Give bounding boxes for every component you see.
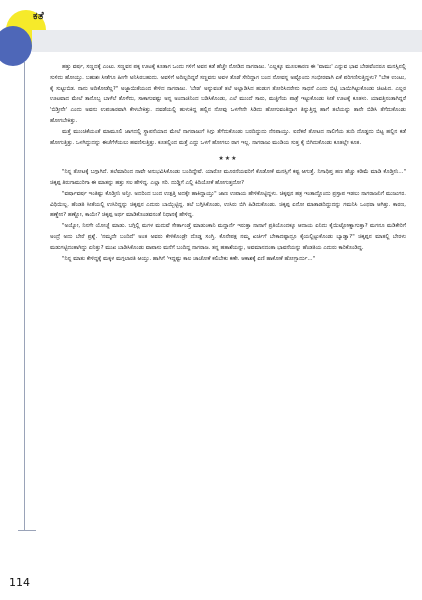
- page-number: 114: [9, 576, 30, 589]
- decorative-blue-circle: [0, 26, 32, 66]
- paragraph: "ಅಯ್ಯೋ, ನಿನಗೇ ಯೋಚ್ನೆ ಮಾಡು. ಬಗ್ಗಿಲ್ಲಿ ಮಗಳ ಮದುವೆ ಸೇರ್ತಾಂಡ್ತೆ ಮಾಡುಂಕಾನಿ ಮದ್ದಾರ್ನೆ ಇರುತ್ತಾ ನಾನಾಗೆ ಪ್ರತಿಯೊಂದಕ್ಕೂ ಆದಾಯ ಏನಿದು ಕೈಯಿಟ್ಟೋಣ್ಣಾಗುತ್ತಾ? ಮಗನೂ ಮಡಿಕೇರಿಗೆ ಅಂದ್ರೆ ಅದು ಬೇರೆ ಪ್ರಶ್ನೆ. 'ನಮ್ಮದೇ ಬಂದಿದೆ' ಅಂತ ಅವರು ಕೇಳಿಕೊಂಡ್ರೇ ದೊಡ್ಡ ಸಂಗ್ತಿ. ಕೊನೇಪಕ್ಷ ನಮ್ಮ ಖರ್ಚಿಗೆ ಬೇಕಾದಷ್ಟಾದ್ರೂ ಕೈಯಲ್ಲಿಟ್ಟುಕೊಂಡು ಬ್ಯಾಡ್ವಾ?" ಚಿಕ್ಕಪ್ಪನ ಮಾತಲ್ಲಿ ಬೇರಳು ಮಡುಗಟ್ಟಿದಂತಾಗಿದ್ದು ಏನಿತ್ತು? ಮುಖ ಬಾಡಿಸಿಕೊಂಡು ವಾಪಾಸು ಮನೆಗೆ ಬಂದಿದ್ದ ನಾಗರಾಜ. ತನ್ನ ಹತಾಶೆಯನ್ನು, ಅವಮಾನದಂತಾ ಭಾವನೆಯನ್ನು ಹೆಂಡತಿಯ ಎದುರು ಕಾರಿಕೊಂಡಿದ್ದ.: [50, 223, 406, 251]
- paragraph: ಮತ್ತೆ ಮುಂಚಿಕೆಯಂತೆ ಮಾಮೂಲಿ ಜಾಗದಲ್ಲಿ ಸ್ಥಾಪನೆಯಾದ ಮೇಲೆ ನಾಗರಾಜುಗೆ ಸಿಗ್ಗು ತೆಗೆದುಕೊಂಡು ಬರದಿದ್ದುದು ನೆನಪಾಯ್ತು. ಐದೆಕರೆ ತೋಟದ ನಾಲಿಗೆಯ ತುದಿ ದೊಡ್ಡದು ಬಿಟ್ಟ ಹಲ್ಲಿನ ಕಡೆ ಹೋಗುತ್ತಿತ್ತು. ಒಳಗಿದ್ದುದನ್ನು ಈಚೆಗೆಳೆಯಲು ಹವಣಿಸುತ್ತಿತ್ತು. ಕೂತಲ್ಲಿಂದ ಮತ್ತೆ ಎದ್ದು ಒಳಗೆ ಹೋಗಲು ರಾಗ ಇಲ್ಲ. ನಾಗರಾಜು ಮಂಡಿಯ ಸುತ್ತ ಕೈ ಬಿಗಿದುಕೊಂಡು ಕೂತಲ್ಲೇ ಕೂತ.: [50, 128, 406, 146]
- margin-rule-foot: [18, 530, 36, 531]
- section-title: ಕತೆ: [33, 11, 45, 22]
- paragraph: "ನಿನ್ನ ಮಾತು ಕೇಳಿದ್ದಕ್ಕೆ ಮಕ್ಕಳ ಮಗ್ಗಲಾರತಿ ಆಯ್ತು. ಹಾಗಿಗೆ 'ಇದ್ದಷ್ಟು ಕಾಲ ಚಾಚೋಕೆ ಕಲಿಬೇಕು ಕಣೇ. ಆಕಾಶಕ್ಕೆ ಏಣಿ ಹಾಕೋಕೆ ಹೋಗ್ಬಾರ್ದು...": [62, 255, 316, 262]
- header-band: [32, 30, 422, 52]
- paragraph: "ನಿನ್ನ ತೋಟಕ್ಕೆ ಬಗ್ಗಾಗಿದೆ. ತಲೆಮಾರಿಂದ ನಾವೇ ಅನುಭವಿಸಿಕೊಂಡು ಬಂದಿದ್ದೇವೆ. ಯಾರೋ ಮೂರನೆಯವರಿಗೆ ಕೊಡೋಕೆ ಮನಸ್ಸಿಗೆ ಕಷ್ಟ ಆಗುತ್ತೆ. ನಿಗಾಧಿಪ್ತ ಹಣ ಹೆಚ್ಚು ಕಡಿಮೆ ಮಾಡಿ ಕೊಡ್ತೀನಿ..." ಚಿಕ್ಕಪ್ಪ ತಿರುಗಾಮುರಿಗಾ ಈ ಮಾತನ್ನು ಹತ್ತು ಸಲ ಹೇಳಿದ್ದ. ಎಲ್ಲಾ ಸರಿ. ದುಡ್ಡಿಗೆ ಎಲ್ಲಿ ಕಿದಿಯೋಕೆ ಹೋಗುತ್ತದೋ?: [50, 169, 406, 186]
- paragraph: ಹತ್ತು ವರ್ಷ, ಸಣ್ಣದಕ್ಕೆ ಎಂಟು. ಸಣ್ಣವನ ಪಕ್ಕ ಊಟಕ್ಕೆ ಕೂತಾಗ ಒಂದು ಗಳಿಗೆ ಅವನ ಕಡೆ ಹೆಚ್ಚೇ ನೋಡಿದ ನಾಗರಾಜು. 'ಎಲ್ಲಕ್ಕೂ ಮೂಲಕಾರಣ ಈ 'ವಾಮು' ಎನ್ನುವ ಭಾವ ಬೇಡವೆಂದರೂ ಮನಸ್ಸಿನಲ್ಲಿ ಸುಳಿದು ಹೋಯ್ತು. ಬಹುಶಃ ಸೀತೆಗೂ ಹೀಗೇ ಅನಿಸಿರಬಹುದು. ಅವಳಿಗೆ ಅದಿಲ್ಲದಿದ್ದರೆ ಸಣ್ಣವನು ಅವಳ ತೊಡೆ ಸೇರಿದ್ದಾಗ ಬಂದ ನೋವನ್ನ ಅಷ್ಟೊಂದು ಗಂಭೀರವಾಗಿ ಏಕೆ ಪರಿಗಣಿಸುತ್ತಿದ್ದಳು? "ಬೇಕ ಉಂಟು, ಕೈ ಸುಟ್ಟುಬಿಡ. ನಾನು ಅದಿಕೋಡೆಲ್ಲ?" ಅಜ್ಜಾಯಿತೆಯಂದ ಕೇಳಿದ ನಾಗರಾಜು. 'ಬೇಡ' ಅನ್ನುವಂತೆ ತಲೆ ಅಲ್ಲಾಡಿಸಿದ ಹುಡುಗ ತೋರಿಸಿದರೇನು ಸಾಧನೆ ಎಂದು ಬಿಟ್ಟಿ ಬಾಯಿಗಿಟ್ಟುಕೊಂಡು ಚಿಟಪಿದ. ಎಲ್ಲರ ಊಟವಾದ ಮೇಲೆ ತಾನೊಬ್ಬ ಬಾಳೆಲೆ ತೊಳೆದು, ಸಾಕಾಗುವಷ್ಟು ಅನ್ನ ಅಂದಾಜಿನಿಂದ ಬಡಿಸಿಕೊಂಡು, ಎಲೆ ಮುಂದೆ ಸಾರು, ಮಜ್ಜಿಗೆಯ ಪಾತ್ರೆ ಇಟ್ಟುಕೊಂಡು ಸೀತೆ ಊಟಕ್ಕೆ ಕೂತಳು. ಯಾವತ್ತಿನಂತಾಗಿದ್ದರೆ 'ಬಿಡ್ತೀನೇ' ಎಂದು ಅವನು ಉಪಚಾರವಾಗಿ ಕೇಳಬೇಕಿತ್ತು. ದವಡೆಯಲ್ಲಿ ಹುಳುಕಿದ್ದ ಹಲ್ಲಿನ ನೋವು ಒಳಗೇನೇ ಸಿಡಿದು ಹೋಗುವಂತಿದ್ದಾಗ ತಿನ್ನುತ್ತಿದ್ದ ಹಾಗೆ ತಲೆಯನ್ನು ತಾನೇ ಬಿಡಿಸಿ ತೆಗೆದುಕೊಂಡು ಹೋಗಬೇಕಿತ್ತು.: [50, 64, 406, 124]
- section-separator: ★★★: [218, 155, 238, 163]
- body-text: [50, 62, 406, 264]
- margin-rule: [24, 62, 25, 530]
- paragraph: "ವರ್ಷಾವರ್ಷ ಇಂತಿಷ್ಟು ಕೊಡ್ತೀನಿ ಅನ್ತೀ. ಅದರಿಂದ ಬಂದ ಉತ್ಪತ್ತಿ ಅದಕ್ಕೇ ಹಾಕಿದ್ದಾಯ್ತು" ಜಾಣ ಉಪಾಯ ಹೇಳಿಕೊಟ್ಟಿದ್ದಳು. ಚಿಕ್ಕಪ್ಪನ ಹತ್ರ ಇಂತಾದ್ದೊಂದು ಪ್ರಸ್ತಾಪ ಇಡಲು ನಾಗರಾಜನಿಗೆ ಮುಜುಗರ. ವಿಧಿಯಿಲ್ಲ. ಹೆಂಡತಿ ಸೀತೆಯಲ್ಲಿ ಉಸಿರಿದ್ದನ್ನು ಚಿಕ್ಕಪ್ಪನ ಎದುರು ಬಾಯ್ಬಿಟ್ಟಿದ್ದ. ತಲೆ ಬಗ್ಗಿಸಿಕೊಂಡು, ಉಸಿರು ಬಿಗಿ ಹಿಡಿದುಕೊಂಡು. ಚಿಕ್ಕಪ್ಪ ಏನೋ ಮಾತಾಡದಿದ್ದುದನ್ನು ಗಮನಿಸಿ ಒಂಥರಾ ಆಗಿತ್ತು. ಕಾರಣ, ಹಣ್ಣೇನ? ಹಣ್ಣೋ, ಕಾಯೇ? ಚಿಕ್ಕಪ್ಪ ಅರ್ಥ ಮಾಡಿಕೊಂಡವನಂತೆ ನಿಧಾನಕ್ಕೆ ಹೇಳಿದ್ದ.: [50, 190, 406, 219]
